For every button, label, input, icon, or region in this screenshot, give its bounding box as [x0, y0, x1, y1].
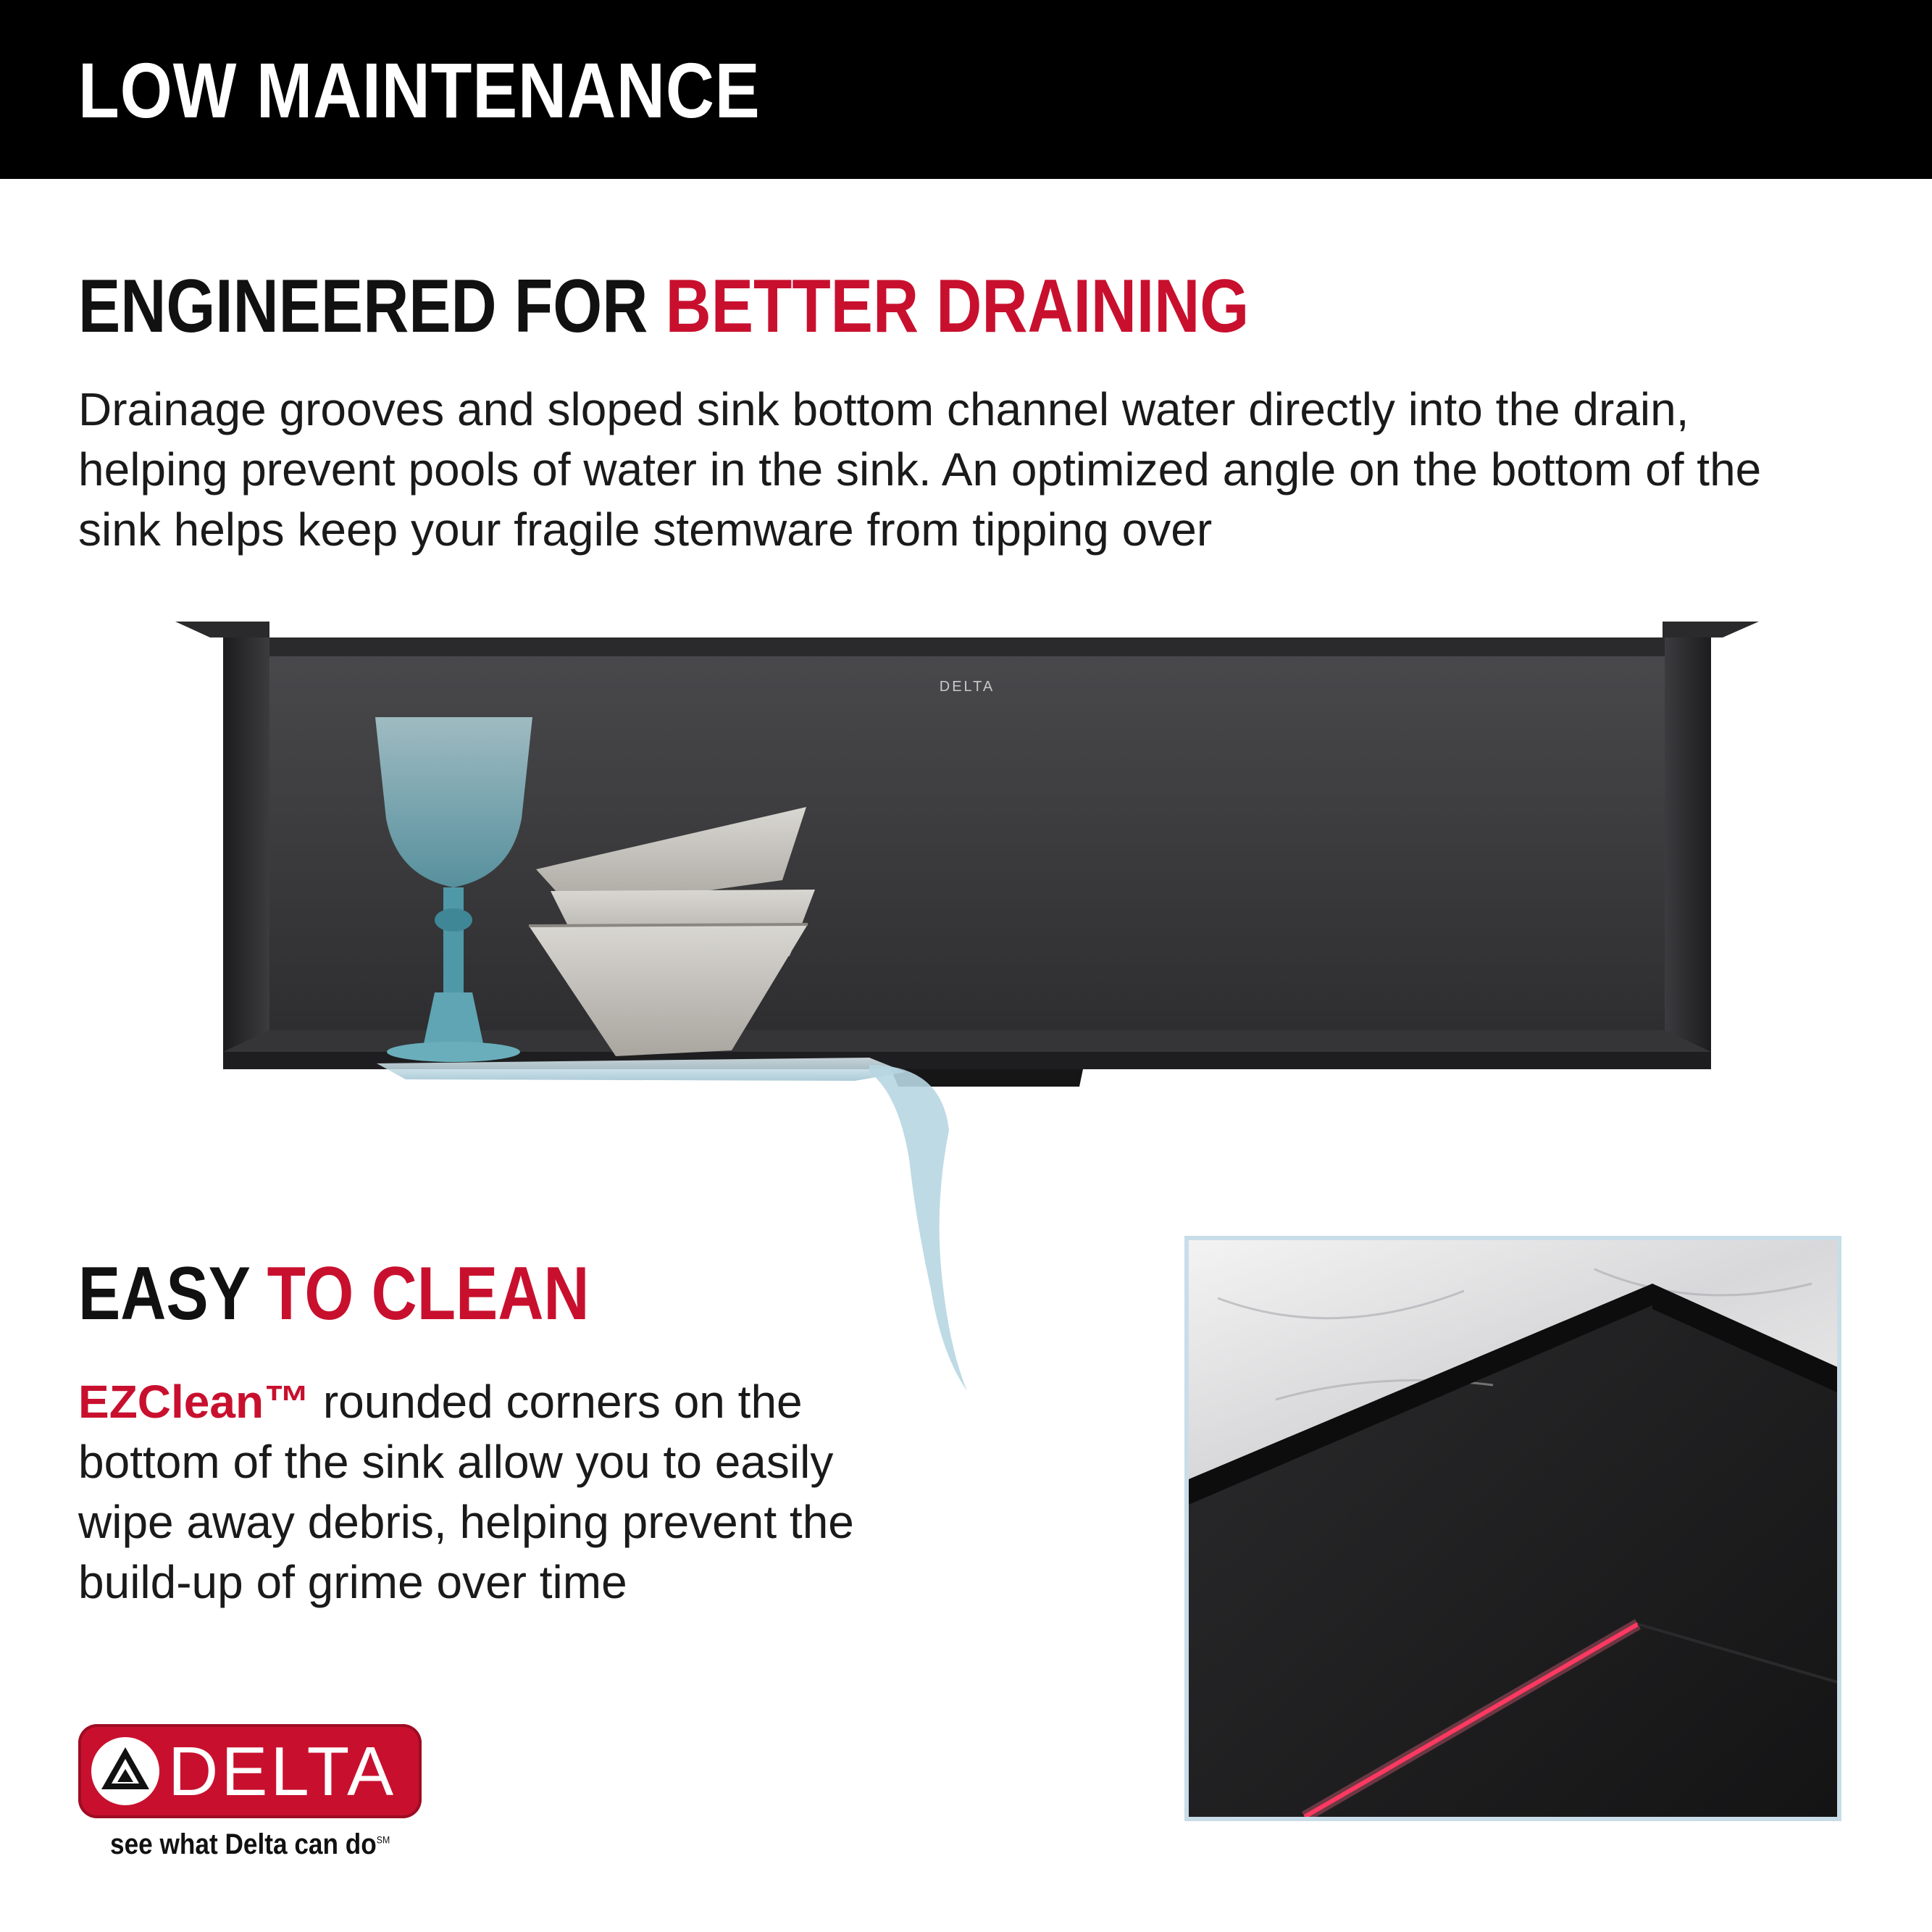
drain-heading-accent: BETTER DRAINING [665, 264, 1250, 348]
header-title: LOW MAINTENANCE [78, 46, 761, 134]
clean-description-text: rounded corners on the bottom of the sink allow you to easily wipe away debris, helping prevent the build-up of grime over time [78, 1376, 854, 1608]
water-stream [377, 1058, 967, 1391]
service-mark: SM [376, 1833, 390, 1846]
ezclean-label: EZClean™ [78, 1376, 311, 1428]
clean-heading [78, 1251, 590, 1337]
clean-description [78, 1372, 897, 1613]
delta-tagline [110, 1828, 390, 1861]
clean-heading-plain: EASY [78, 1252, 267, 1336]
delta-wordmark: DELTA [168, 1733, 397, 1810]
delta-triangle-icon [91, 1737, 159, 1805]
sink-brand-label: DELTA [939, 679, 995, 695]
sink-right-wall [1665, 637, 1711, 1068]
sink-left-wall [223, 637, 269, 1068]
sink-corner-photo [1189, 1240, 1837, 1817]
drain-heading-plain: ENGINEERED FOR [78, 264, 666, 348]
drain-description: Drainage grooves and sloped sink bottom channel water directly into the drain, helping prevent pools of water in the sink. An optimized angle on the bottom of the sink helps keep your fragile stemware from tipping over [78, 383, 1762, 556]
delta-tagline-text: see what Delta can do [110, 1828, 377, 1860]
sink-flange-left [175, 622, 269, 637]
delta-logo [78, 1724, 422, 1818]
sink-flange-right [1663, 622, 1759, 637]
clean-heading-accent: TO CLEAN [267, 1252, 590, 1336]
sink-corner-image [1189, 1240, 1837, 1817]
